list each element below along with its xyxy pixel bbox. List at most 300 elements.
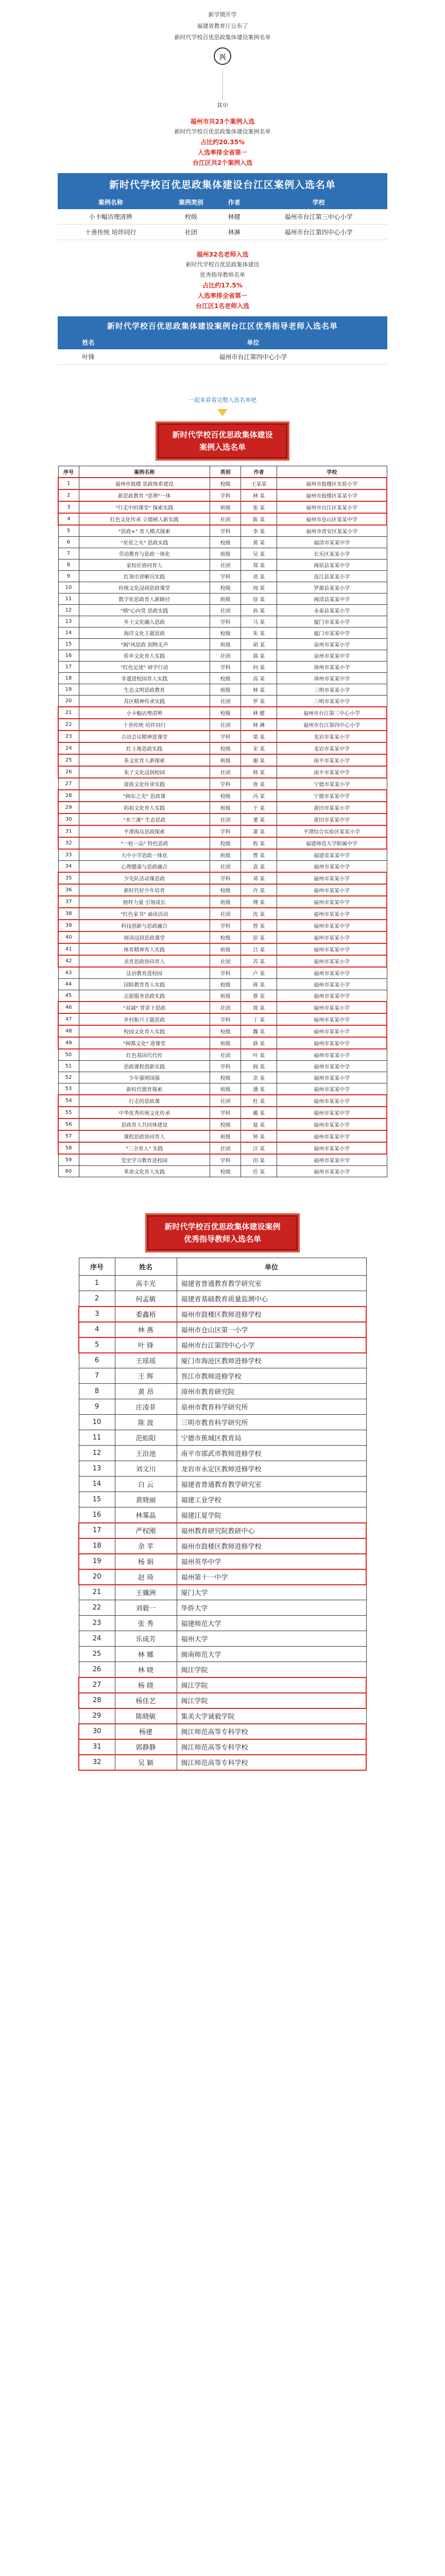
table-cell: 福州市某某中学 <box>277 1130 387 1142</box>
table-cell: 红土地思政实践 <box>79 742 210 754</box>
table-cell: 林雾晶 <box>115 1507 177 1523</box>
table-cell: 11 <box>58 594 79 605</box>
table-cell: 18 <box>58 673 79 684</box>
table-cell: 班级 <box>210 684 241 696</box>
table-cell: 贾 某 <box>241 1002 277 1013</box>
table-cell: 钟 某 <box>241 1130 277 1142</box>
table-cell: 曹 某 <box>241 849 277 861</box>
table-row <box>58 537 387 548</box>
table-cell: 董 某 <box>241 814 277 825</box>
table-cell: 程 某 <box>241 837 277 849</box>
table-cell: 30 <box>58 814 79 825</box>
table-row <box>79 1755 366 1770</box>
table-cell: 校级 <box>210 537 241 548</box>
table-cell: 福州市某某小学 <box>277 979 387 990</box>
table-row <box>58 639 387 650</box>
stat-line: 台江区1名老师入选 <box>195 302 250 310</box>
table-cell: 2 <box>79 1291 115 1307</box>
table-cell: 漳州市某某小学 <box>277 662 387 673</box>
table-cell: 体育精神育人实践 <box>79 943 210 955</box>
table-row <box>79 1616 366 1631</box>
table-header: 序号 <box>79 1258 115 1276</box>
table-cell: 闽江师范高等专科学校 <box>177 1739 366 1755</box>
table-cell: 乡村振兴主题思政 <box>79 1013 210 1025</box>
table-cell: 宋 某 <box>241 742 277 754</box>
table-cell: 南平市某某中学 <box>277 766 387 778</box>
table-cell: 5 <box>58 525 79 537</box>
table-cell: 社团 <box>210 719 241 731</box>
logo-icon <box>214 47 231 65</box>
table-cell: 班级 <box>210 896 241 908</box>
table-row <box>79 1322 366 1337</box>
section-card <box>145 1213 300 1252</box>
arrow-down-icon <box>217 409 228 416</box>
table-cell: 21 <box>58 707 79 719</box>
table-cell: 乐成芳 <box>115 1631 177 1647</box>
stats-section <box>0 116 445 168</box>
table-cell: 侨乡文化育人实践 <box>79 650 210 662</box>
table-cell: 19 <box>58 684 79 696</box>
table-cell: 30 <box>79 1724 115 1739</box>
table-row <box>58 616 387 628</box>
table-cell: 校级 <box>210 673 241 684</box>
table-cell: 学科 <box>210 778 241 790</box>
table-cell: 学科 <box>210 571 241 582</box>
stat-line: 台江区共2个案例入选 <box>192 159 253 166</box>
table-row <box>58 1072 387 1083</box>
table-cell: 福州市某某中学 <box>277 943 387 955</box>
table-cell: 林 燕 <box>115 1322 177 1337</box>
table-cell: 苏区精神传承实践 <box>79 696 210 707</box>
table-cell: 家校社协同育人 <box>79 560 210 571</box>
table-row <box>58 719 387 731</box>
table-cell: 沈 某 <box>241 908 277 920</box>
table-cell: 丁 某 <box>241 1013 277 1025</box>
table-cell: 44 <box>58 979 79 990</box>
table-cell: 4 <box>79 1322 115 1337</box>
table-cell: 学科 <box>210 825 241 837</box>
table-cell: 福州大学 <box>177 1631 366 1647</box>
table-cell: 林 某 <box>241 684 277 696</box>
table-row <box>58 955 387 967</box>
section-banner: 新时代学校百优思政集体建设案例台江区优秀指导老师入选名单 <box>58 316 387 335</box>
table-header: 案例类别 <box>163 195 218 209</box>
table-cell: 16 <box>58 650 79 662</box>
table-cell: 学科 <box>210 1013 241 1025</box>
table-cell: 学科 <box>210 489 241 501</box>
table-cell: 长乐区某某小学 <box>277 548 387 560</box>
table-row <box>58 628 387 639</box>
table-cell: 大中小学思政一体化 <box>79 849 210 861</box>
table-row <box>79 1276 366 1291</box>
table-cell: 32 <box>58 837 79 849</box>
table-cell: 行走的思政课 <box>79 1095 210 1107</box>
table-cell: 少年强则国强 <box>79 1072 210 1083</box>
table-cell: 魏 某 <box>241 1025 277 1037</box>
table-cell: 劳动教育与思政一体化 <box>79 548 210 560</box>
table-row <box>79 1523 366 1538</box>
table-cell: 40 <box>58 931 79 943</box>
table-cell: 29 <box>79 1708 115 1724</box>
table-cell: 闽清县某某中学 <box>277 594 387 605</box>
table-cell: 吴 颖 <box>115 1755 177 1770</box>
table-cell: 福州市台江第四中心小学 <box>119 349 387 365</box>
table-cell: 13 <box>79 1461 115 1477</box>
table-row <box>79 1693 366 1708</box>
table-row <box>58 731 387 742</box>
table-cell: 3 <box>79 1307 115 1322</box>
table-cell: 严权刚 <box>115 1523 177 1538</box>
cases-table <box>58 466 387 1177</box>
table-cell: 22 <box>79 1600 115 1616</box>
table-cell: 班级 <box>210 639 241 650</box>
table-cell: 范贻阳 <box>115 1430 177 1446</box>
table-cell: 社团 <box>163 225 218 240</box>
table-cell: 福州市某某小学 <box>277 872 387 884</box>
table-row <box>58 525 387 537</box>
table-cell: 社团 <box>210 766 241 778</box>
table-cell: 叶 锋 <box>115 1337 177 1353</box>
table-cell: 12 <box>58 605 79 616</box>
table-cell: 福建省某某中学 <box>277 849 387 861</box>
table-cell: 杨建 <box>115 1724 177 1739</box>
table-cell: 福州市台江第三中心小学 <box>277 707 387 719</box>
table-cell: 15 <box>58 639 79 650</box>
table-row <box>58 1025 387 1037</box>
table-cell: 福建省普通教育教学研究室 <box>177 1477 366 1492</box>
table-header: 单位 <box>177 1258 366 1276</box>
table-cell: 51 <box>58 1061 79 1072</box>
table-cell: 班级 <box>210 1130 241 1142</box>
table-cell: 社团 <box>210 696 241 707</box>
table-row <box>58 1083 387 1095</box>
table-cell: 杨 晓 <box>115 1677 177 1693</box>
table-cell: 韩 某 <box>241 766 277 778</box>
table-cell: 杜 某 <box>241 1095 277 1107</box>
table-cell: 杨佳艺 <box>115 1693 177 1708</box>
table-cell: 泉州市教育科学研究所 <box>177 1399 366 1415</box>
table-cell: 班级 <box>210 1083 241 1095</box>
table-cell: 华侨大学 <box>177 1600 366 1616</box>
table-cell: 戴 某 <box>241 1107 277 1118</box>
table-cell: 李 某 <box>241 525 277 537</box>
table-cell: 福建师范大学附属中学 <box>277 837 387 849</box>
table-cell: 郭 某 <box>241 650 277 662</box>
table-cell: 福州市鼓楼 思政体系建设 <box>79 478 210 489</box>
table-cell: 思政课程创新实践 <box>79 1061 210 1072</box>
table-cell: 陈 某 <box>241 513 277 525</box>
table-cell: 校级 <box>210 707 241 719</box>
table-cell: 24 <box>58 742 79 754</box>
table-cell: 莆田市某某中学 <box>277 814 387 825</box>
table-row <box>79 1492 366 1507</box>
table-cell: 12 <box>79 1446 115 1461</box>
table-row <box>58 548 387 560</box>
table-cell: 校级 <box>210 790 241 802</box>
table-cell: 郭静静 <box>115 1739 177 1755</box>
table-cell: 三明市某某中学 <box>277 696 387 707</box>
table-cell: 23 <box>58 731 79 742</box>
table-row <box>58 861 387 873</box>
table-row <box>58 684 387 696</box>
table-cell: 叶锋 <box>58 349 119 365</box>
table-cell: 课程思政协同育人 <box>79 1130 210 1142</box>
table-cell: 17 <box>58 662 79 673</box>
table-row <box>58 489 387 501</box>
stat-line: 占比约20.35% <box>200 139 245 146</box>
table-cell: 福州市鼓楼区教师进修学校 <box>177 1538 366 1554</box>
table-cell: 冯 某 <box>241 790 277 802</box>
table-cell: 数字化思政育人新路径 <box>79 594 210 605</box>
table-row <box>58 979 387 990</box>
table-row <box>79 1461 366 1477</box>
table-cell: 南平市某某小学 <box>277 754 387 766</box>
table-row <box>58 884 387 896</box>
intro-line: 其中 <box>217 102 228 109</box>
table-cell: 平潭综合实验区某某小学 <box>277 825 387 837</box>
table-cell: 学科 <box>210 616 241 628</box>
divider <box>222 69 223 100</box>
table-header: 作者 <box>218 195 250 209</box>
table-cell: 宁德市蕉城区教育局 <box>177 1430 366 1446</box>
table-cell: 漳州市某某中学 <box>277 673 387 684</box>
table-cell: 福州市仓山区某某中学 <box>277 513 387 525</box>
table-cell: 龙岩市永定区教师进修学校 <box>177 1461 366 1477</box>
table-cell: 福州市某某小学 <box>277 908 387 920</box>
table-cell: 高 某 <box>241 673 277 684</box>
table-cell: 社团 <box>210 605 241 616</box>
table-cell: 福州市某某中学 <box>277 1154 387 1166</box>
table-cell: 张 秀 <box>115 1616 177 1631</box>
table-cell: 16 <box>79 1507 115 1523</box>
table-cell: 52 <box>58 1072 79 1083</box>
table-cell: 马 某 <box>241 616 277 628</box>
table-row <box>58 872 387 884</box>
table-cell: 永泰县某某小学 <box>277 605 387 616</box>
table-cell: 黄晓丽 <box>115 1492 177 1507</box>
table-header: 姓名 <box>58 335 119 349</box>
table-cell: 赵 琦 <box>115 1569 177 1585</box>
table-cell: 学科 <box>210 967 241 979</box>
table-cell: 5 <box>79 1337 115 1353</box>
table-cell: 4 <box>58 513 79 525</box>
table-cell: 36 <box>58 884 79 896</box>
table-cell: 乡土文化融入思政 <box>79 616 210 628</box>
table-cell: 传统文化浸润思政课堂 <box>79 582 210 594</box>
table-row <box>79 1631 366 1647</box>
table-cell: 社团 <box>210 814 241 825</box>
table-cell: 社团 <box>210 513 241 525</box>
table-cell: 福州市台江第三中心小学 <box>250 209 387 225</box>
table-cell: 厦门大学 <box>177 1585 366 1600</box>
table-cell: 福建工业学校 <box>177 1492 366 1507</box>
table-cell: 杨 娟 <box>115 1554 177 1569</box>
table-cell: 邓 某 <box>241 872 277 884</box>
table-row <box>79 1739 366 1755</box>
table-cell: 3 <box>58 501 79 513</box>
table-cell: 南平市邵武市教师进修学校 <box>177 1446 366 1461</box>
card-line: 案例入选名单 <box>199 443 246 452</box>
table-cell: 王某某 <box>241 478 277 489</box>
table-cell: 福州市鼓楼区某某小学 <box>277 489 387 501</box>
table-cell: 三明市教育科学研究所 <box>177 1415 366 1430</box>
table-cell: 蔡 某 <box>241 990 277 1002</box>
table-cell: 闽南师范大学 <box>177 1647 366 1662</box>
table-cell: 学科 <box>210 920 241 931</box>
table-row <box>58 920 387 931</box>
table-cell: 蒋 某 <box>241 979 277 990</box>
table-cell: 傅 某 <box>241 896 277 908</box>
stat-line: 优秀指导教师名单 <box>200 272 245 278</box>
table-cell: 福州教育研究院教研中心 <box>177 1523 366 1538</box>
table-cell: 37 <box>58 896 79 908</box>
table-cell: 32 <box>79 1755 115 1770</box>
table-cell: 新时代德育探索 <box>79 1083 210 1095</box>
table-cell: 阎 某 <box>241 1061 277 1072</box>
table-cell: 闽江学院 <box>177 1662 366 1677</box>
table-cell: 梁 某 <box>241 731 277 742</box>
table-cell: 徐 某 <box>241 594 277 605</box>
table-cell: 43 <box>58 967 79 979</box>
table-cell: 王沿池 <box>115 1446 177 1461</box>
table-cell: 福州英华中学 <box>177 1554 366 1569</box>
table-row <box>79 1538 366 1554</box>
table-cell: 三明市某某小学 <box>277 684 387 696</box>
table-row <box>58 1037 387 1049</box>
table-cell: 王 辉 <box>115 1368 177 1384</box>
table-cell: 校级 <box>210 1025 241 1037</box>
table-cell: 福州市某某小学 <box>277 1118 387 1130</box>
table-cell: 福州市某某中学 <box>277 1037 387 1049</box>
table-cell: "闽都文化" 进课堂 <box>79 1037 210 1049</box>
table-cell: "星星之火" 思政实践 <box>79 537 210 548</box>
table-cell: 福州市某某中学 <box>277 861 387 873</box>
table-cell: 于 某 <box>241 802 277 814</box>
table-row <box>58 896 387 908</box>
table-cell: 学科 <box>210 1154 241 1166</box>
table-row <box>58 349 387 365</box>
table-cell: 罗源县某某小学 <box>277 582 387 594</box>
table-row <box>79 1368 366 1384</box>
table-row <box>58 849 387 861</box>
table-cell: 革命文化育人实践 <box>79 1166 210 1177</box>
table-cell: 泉州市某某小学 <box>277 639 387 650</box>
table-row <box>58 560 387 571</box>
table-cell: 莆田市某某小学 <box>277 802 387 814</box>
stat-line: 入选率排全省第一 <box>197 149 247 156</box>
table-cell: 学科 <box>210 1061 241 1072</box>
table-cell: 校级 <box>210 1166 241 1177</box>
table-cell: 福州市某某小学 <box>277 1142 387 1154</box>
table-header: 序号 <box>58 466 79 478</box>
intro-line: 新学期开学 <box>208 11 237 18</box>
table-row <box>58 825 387 837</box>
table-cell: 榜样力量 引领成长 <box>79 896 210 908</box>
table-header: 作者 <box>241 466 277 478</box>
table-cell: 刘文川 <box>115 1461 177 1477</box>
table-cell: 高丰光 <box>115 1276 177 1291</box>
table-cell: 美育思政协同育人 <box>79 955 210 967</box>
table-cell: 福州市台江第四中心小学 <box>277 719 387 731</box>
table-cell: 福州市某某小学 <box>277 1002 387 1013</box>
table-row <box>79 1677 366 1693</box>
table-cell: 何 某 <box>241 662 277 673</box>
table-cell: 张 某 <box>241 501 277 513</box>
table-cell: 许 某 <box>241 884 277 896</box>
table-cell: 25 <box>58 754 79 766</box>
stat-line: 福州市共23个案例入选 <box>190 118 255 125</box>
table-cell: 袁 某 <box>241 861 277 873</box>
table-cell: 林 晓 <box>115 1662 177 1677</box>
table-row <box>79 1569 366 1585</box>
table-cell: 26 <box>58 766 79 778</box>
table-cell: 校级 <box>210 931 241 943</box>
table-row <box>58 707 387 719</box>
table-cell: 班级 <box>210 943 241 955</box>
table-cell: 十善传统 培伴同行 <box>79 719 210 731</box>
table-row <box>58 1142 387 1154</box>
table-cell: "红色足迹" 研学行动 <box>79 662 210 673</box>
table-cell: 学科 <box>210 1107 241 1118</box>
table-cell: 叶 某 <box>241 1049 277 1061</box>
table-row <box>58 1013 387 1025</box>
table-cell: 58 <box>58 1142 79 1154</box>
table-cell: 林淋 <box>218 225 250 240</box>
table-cell: 22 <box>58 719 79 731</box>
table-cell: 余 某 <box>241 1072 277 1083</box>
table-cell: 心理健康与思政融合 <box>79 861 210 873</box>
intro-line: 福建省教育厅公布了 <box>197 23 248 29</box>
table-row <box>58 594 387 605</box>
table-cell: 龙岩市某某中学 <box>277 742 387 754</box>
table-cell: 38 <box>58 908 79 920</box>
table-cell: 吕 某 <box>241 943 277 955</box>
table-header: 姓名 <box>115 1258 177 1276</box>
table-cell: 社团 <box>210 1002 241 1013</box>
table-cell: 陈 波 <box>115 1415 177 1430</box>
mini-title: 一起来看看完整入选名单吧 <box>189 397 256 403</box>
section-banner: 新时代学校百优思政集体建设台江区案例入选名单 <box>58 173 387 195</box>
table-row <box>58 673 387 684</box>
table-cell: 新时代好少年培育 <box>79 884 210 896</box>
table-cell: 46 <box>58 1002 79 1013</box>
table-cell: 吴 某 <box>241 548 277 560</box>
table-cell: 红色基因代代传 <box>79 1049 210 1061</box>
table-cell: 福州市某某小学 <box>277 1166 387 1177</box>
section-card <box>156 421 289 461</box>
table-cell: 新思政教育 "思辨"一体 <box>79 489 210 501</box>
table-cell: 何孟敏 <box>115 1291 177 1307</box>
teachers-table <box>78 1258 367 1771</box>
table-header: 案例名称 <box>79 466 210 478</box>
table-row <box>58 1118 387 1130</box>
table-row <box>58 837 387 849</box>
table-cell: 9 <box>58 571 79 582</box>
table-cell: 晋江市教师进修学校 <box>177 1368 366 1384</box>
card-line: 新时代学校百优思政集体建设 <box>172 430 273 439</box>
table-cell: 42 <box>58 955 79 967</box>
table-cell: 20 <box>79 1569 115 1585</box>
table-cell: 29 <box>58 802 79 814</box>
table-cell: 8 <box>58 560 79 571</box>
table-cell: 福州市仓山区第一小学 <box>177 1322 366 1337</box>
table-cell: 福州市某某小学 <box>277 1095 387 1107</box>
table-cell: 8 <box>79 1384 115 1399</box>
taijiang-teachers-table <box>58 335 387 365</box>
table-cell: 福建省普通教育教学研究室 <box>177 1276 366 1291</box>
table-cell: 6 <box>58 537 79 548</box>
table-row <box>58 478 387 489</box>
